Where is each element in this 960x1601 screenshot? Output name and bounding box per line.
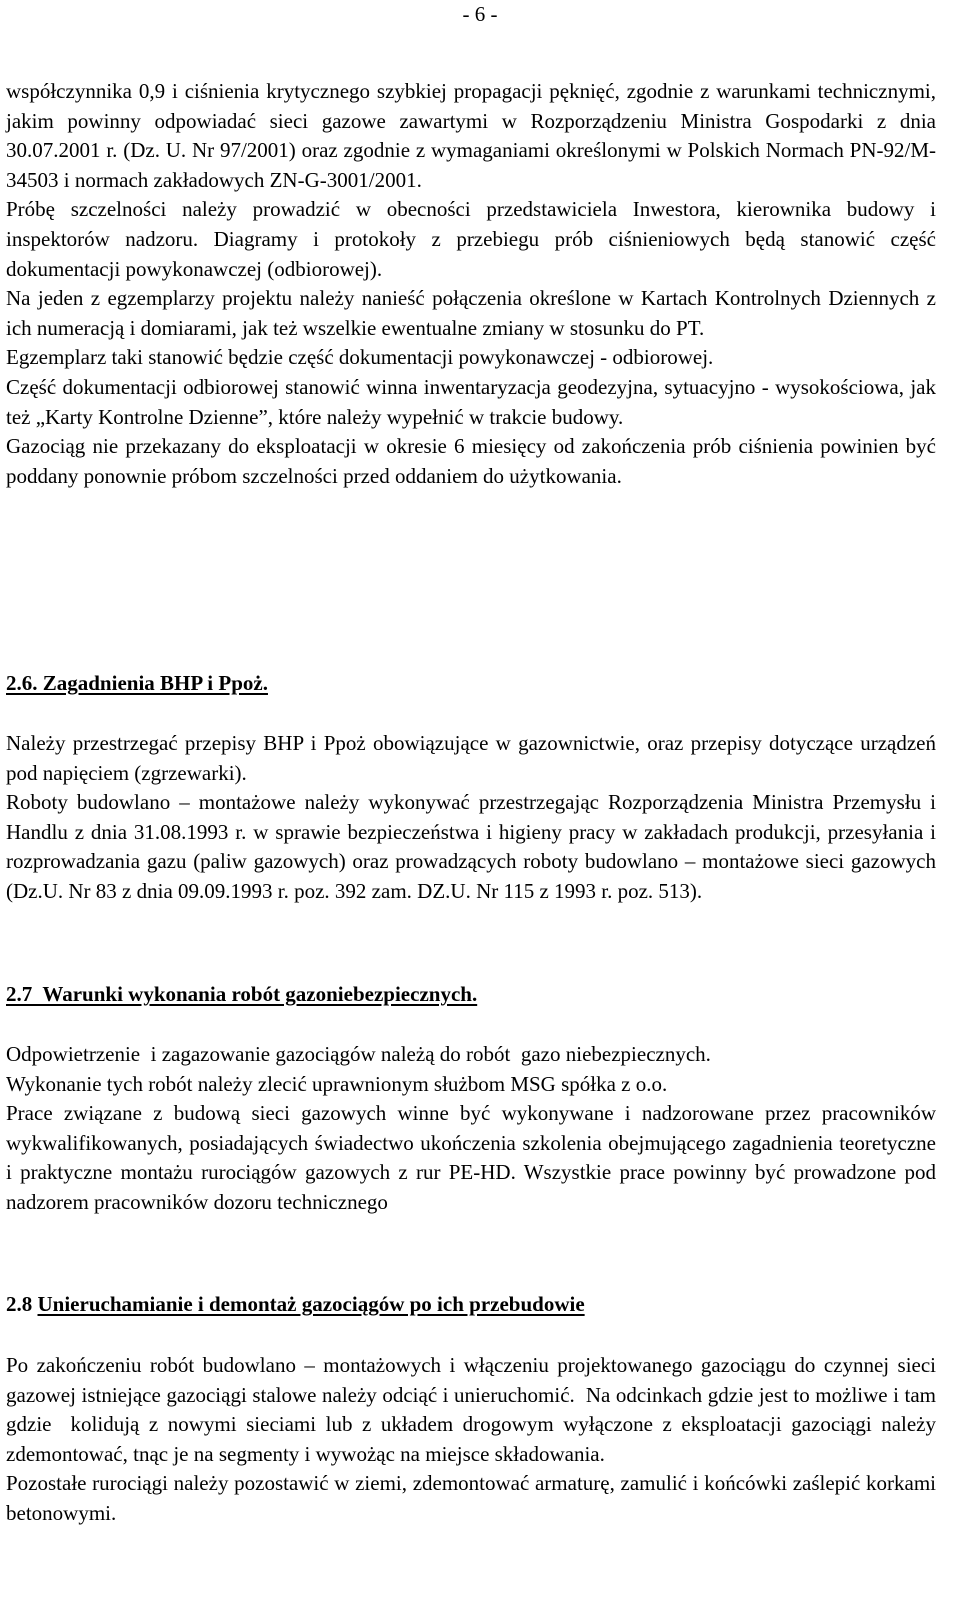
heading-section-2-6 <box>6 669 268 699</box>
paragraph-venting: Odpowietrzenie i zagazowanie gazociągów należą do robót gazo niebezpiecznych. <box>6 1042 711 1066</box>
paragraph-test-supervision: Próbę szczelności należy prowadzić w obecności przedstawiciela Inwestora, kierownika budowy i inspektorów nadzoru. Diagramy i protokoły z przebiegu prób ciśnieniowych będą stanowić część dokumentacji powykonawczej (odbiorowej). <box>6 197 936 281</box>
section-decommissioning <box>6 1351 942 1529</box>
paragraph-construction-safety: Roboty budowlano – montażowe należy wykonywać przestrzegając Rozporządzenia Ministra Przemysłu i Handlu z dnia 31.08.1993 r. w sprawie bezpieczeństwa i higieny pracy w zakładach produkcji, przesyłania i rozprowadzania gazu (paliw gazowych) oraz prowadzących roboty budowlano – montażowe sieci gazowych (Dz.U. Nr 83 z dnia 09.09.1993 r. poz. 392 zam. DZ.U. Nr 115 z 1993 r. poz. 513). <box>6 790 936 903</box>
paragraph-inventory: Część dokumentacji odbiorowej stanowić winna inwentaryzacja geodezyjna, sytuacyjno - wysokościowa, jak też „Karty Kontrolne Dzienne”, które należy wypełnić w trakcie budowy. <box>6 374 936 429</box>
paragraph-project-markings: Na jeden z egzemplarzy projektu należy nanieść połączenia określone w Kartach Kontrolnych Dziennych z ich numeracją i domiarami, jak też wszelkie ewentualne zmiany w stosunku do PT. <box>6 286 936 340</box>
section-pressure-tests <box>6 77 936 491</box>
paragraph-qualified-workers: Prace związane z budową sieci gazowych winne być wykonywane i nadzorowane przez pracowników wykwalifikowanych, posiadających świadectwo ukończenia szkolenia obejmującego zagadnienia teoretyczne i praktyczne montażu rurociągów gazowych z rur PE-HD. Wszystkie prace powinny być prowadzone pod nadzorem pracowników dozoru technicznego <box>6 1101 936 1214</box>
section-hazardous-works <box>6 1040 936 1218</box>
heading-section-2-8 <box>6 1290 585 1320</box>
section-bhp <box>6 729 936 907</box>
heading-2-7-text: 2.7 Warunki wykonania robót gazoniebezpiecznych. <box>6 982 478 1006</box>
page-number: - 6 - <box>462 2 498 26</box>
heading-2-8-number: 2.8 <box>6 1292 33 1316</box>
paragraph-bhp-regulations: Należy przestrzegać przepisy BHP i Ppoż obowiązujące w gazownictwie, oraz przepisy dotyczące urządzeń pod napięciem (zgrzewarki). <box>6 731 936 785</box>
paragraph-decommission: Po zakończeniu robót budowlano – montażowych i włączeniu projektowanego gazociągu do czynnej sieci gazowej istniejące gazociągi stalowe należy odciąć i unieruchomić. Na odcinkach gdzie jest to możliwe i tam gdzie kolidują z nowymi sieciami lub z układem drogowym wyłączone z eksploatacji gazociągi należy zdemontować, tnąc je na segmenty i wywożąc na miejsce składowania. <box>6 1353 942 1466</box>
heading-2-8-title: Unieruchamianie i demontaż gazociągów po ich przebudowie <box>37 1292 585 1316</box>
heading-section-2-7 <box>6 980 477 1010</box>
paragraph-test-conditions: współczynnika 0,9 i ciśnienia krytycznego szybkiej propagacji pęknięć, zgodnie z warunkami technicznymi, jakim powinny odpowiadać sieci gazowe zawartymi w Rozporządzeniu Ministra Gospodarki z dnia 30.07.2001 r. (Dz. U. Nr 97/2001) oraz zgodnie z wymaganiami określonymi w Polskich Normach PN-92/M-34503 i normach zakładowych ZN-G-3001/2001. <box>6 79 936 192</box>
paragraph-msg-services: Wykonanie tych robót należy zlecić uprawnionym służbom MSG spółka z o.o. <box>6 1071 668 1096</box>
paragraph-copy-documentation: Egzemplarz taki stanowić będzie część dokumentacji powykonawczej - odbiorowej. <box>6 345 714 370</box>
paragraph-retest: Gazociąg nie przekazany do eksploatacji w okresie 6 miesięcy od zakończenia prób ciśnienia powinien być poddany ponownie próbom szczelności przed oddaniem do użytkowania. <box>6 434 936 488</box>
paragraph-remaining-pipes: Pozostałe rurociągi należy pozostawić w ziemi, zdemontować armaturę, zamulić i końcówki zaślepić korkami betonowymi. <box>6 1471 936 1525</box>
heading-2-6-text: 2.6. Zagadnienia BHP i Ppoż. <box>6 671 268 695</box>
